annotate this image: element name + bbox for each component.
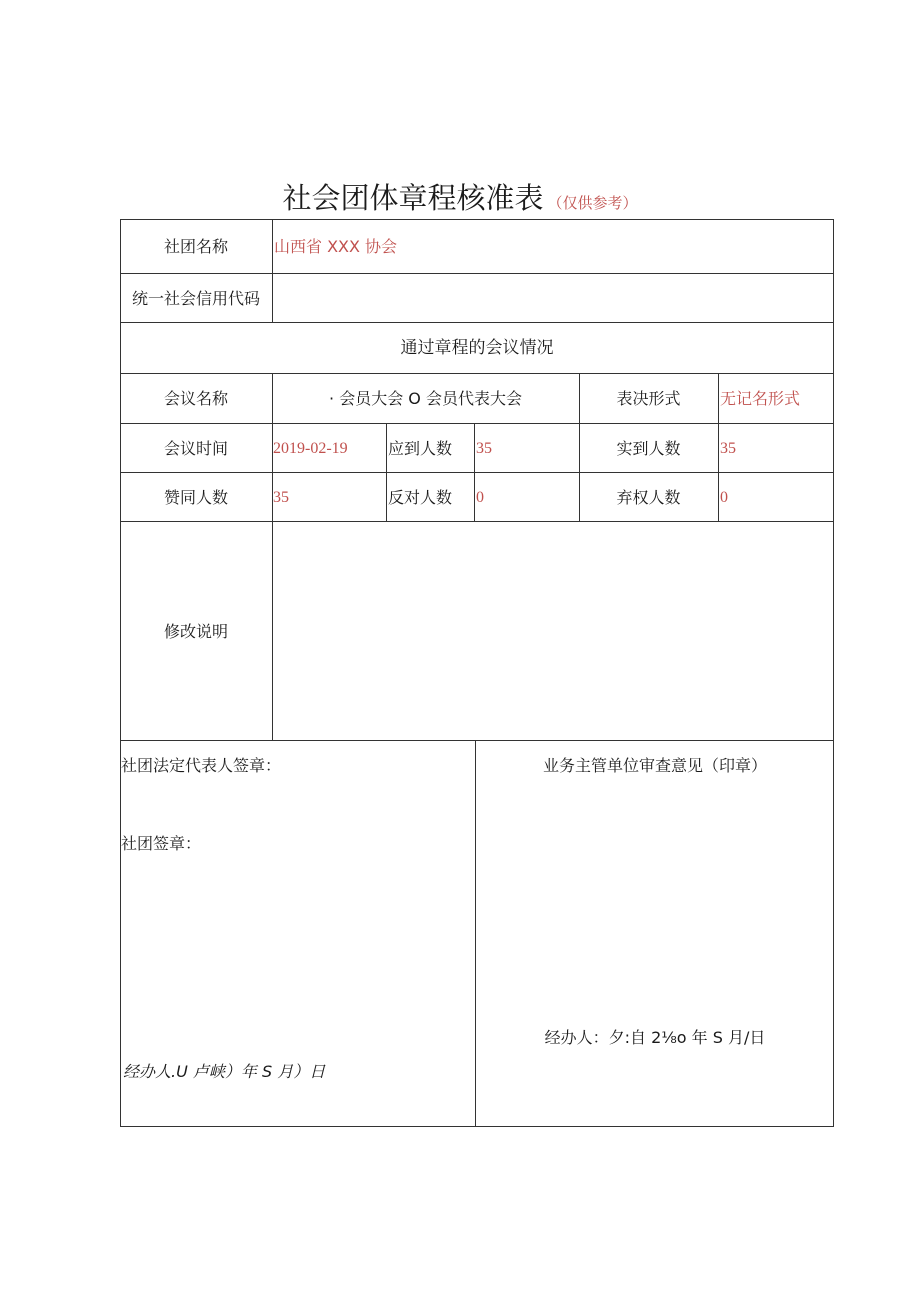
org-name-label: 社团名称: [163, 237, 228, 256]
row-divider: [120, 322, 834, 323]
org-name-value: 山西省 XXX 协会: [274, 237, 398, 256]
col-divider: [474, 423, 475, 521]
oppose-count-label: 反对人数: [388, 488, 453, 507]
legal-rep-signature-label: 社团法定代表人签章：: [121, 756, 282, 775]
row-divider: [120, 373, 834, 374]
form-title-main: 社会团体章程核准表: [282, 181, 544, 215]
left-handler-date-line: 经办人.U 卢峡）年 S 月）日: [123, 1062, 326, 1081]
credit-code-label: 统一社会信用代码: [131, 289, 260, 308]
approve-count-label: 赞同人数: [163, 488, 228, 507]
col-divider: [718, 373, 719, 521]
vote-form-label: 表决形式: [616, 389, 681, 408]
row-divider: [120, 472, 834, 473]
approve-count-value: 35: [273, 489, 289, 506]
form-title: [0, 176, 920, 217]
abstain-count-label: 弃权人数: [616, 488, 681, 507]
meeting-time-value: 2019-02-19: [273, 440, 348, 457]
meeting-section-header: 通过章程的会议情况: [400, 338, 554, 358]
present-count-label: 实到人数: [616, 439, 681, 458]
row-divider: [120, 423, 834, 424]
amendment-label: 修改说明: [163, 622, 228, 641]
oppose-count-value: 0: [476, 489, 484, 506]
col-divider: [386, 423, 387, 521]
vote-form-value: 无记名形式: [720, 389, 801, 408]
supervisor-opinion-label: 业务主管单位审查意见（印章）: [542, 756, 767, 775]
expected-count-value: 35: [476, 440, 492, 457]
row-divider: [120, 740, 834, 741]
right-handler-date-line: 经办人：夕:自 2⅛o 年 S 月/日: [544, 1028, 766, 1047]
col-divider: [272, 219, 273, 322]
expected-count-label: 应到人数: [388, 439, 453, 458]
row-divider: [120, 521, 834, 522]
meeting-time-label: 会议时间: [163, 439, 228, 458]
present-count-value: 35: [720, 440, 736, 457]
abstain-count-value: 0: [720, 489, 728, 506]
form-title-note: （仅供参考）: [547, 194, 638, 212]
org-seal-label: 社团签章：: [121, 834, 202, 853]
row-divider: [120, 273, 834, 274]
meeting-name-value: · 会员大会 O 会员代表大会: [329, 389, 522, 408]
col-divider: [272, 373, 273, 740]
meeting-name-label: 会议名称: [163, 389, 228, 408]
col-divider: [475, 740, 476, 1127]
